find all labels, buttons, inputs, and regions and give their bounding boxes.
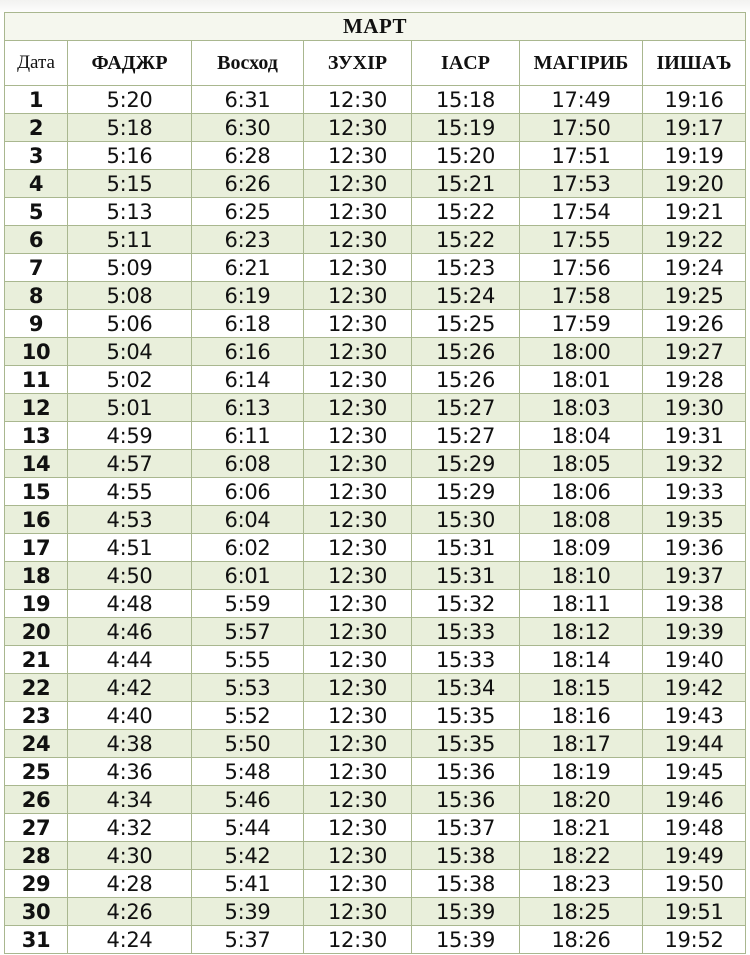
cell-fajr: 5:18 bbox=[68, 114, 192, 142]
cell-maghrib: 18:11 bbox=[520, 590, 643, 618]
cell-date: 13 bbox=[5, 422, 68, 450]
cell-asr: 15:35 bbox=[412, 702, 520, 730]
month-title: МАРТ bbox=[5, 13, 746, 41]
cell-maghrib: 17:49 bbox=[520, 86, 643, 114]
cell-isha: 19:45 bbox=[643, 758, 746, 786]
cell-fajr: 4:26 bbox=[68, 898, 192, 926]
column-header-isha: IИШАЪ bbox=[643, 41, 746, 86]
cell-isha: 19:24 bbox=[643, 254, 746, 282]
cell-dhuhr: 12:30 bbox=[304, 310, 412, 338]
cell-asr: 15:35 bbox=[412, 730, 520, 758]
cell-sunrise: 6:21 bbox=[192, 254, 304, 282]
cell-isha: 19:36 bbox=[643, 534, 746, 562]
cell-date: 31 bbox=[5, 926, 68, 954]
cell-maghrib: 18:25 bbox=[520, 898, 643, 926]
cell-date: 25 bbox=[5, 758, 68, 786]
table-row bbox=[5, 310, 746, 338]
cell-asr: 15:22 bbox=[412, 198, 520, 226]
cell-fajr: 4:38 bbox=[68, 730, 192, 758]
cell-fajr: 5:06 bbox=[68, 310, 192, 338]
cell-date: 26 bbox=[5, 786, 68, 814]
cell-sunrise: 6:23 bbox=[192, 226, 304, 254]
table-row bbox=[5, 450, 746, 478]
cell-fajr: 4:42 bbox=[68, 674, 192, 702]
cell-sunrise: 6:30 bbox=[192, 114, 304, 142]
cell-date: 7 bbox=[5, 254, 68, 282]
cell-dhuhr: 12:30 bbox=[304, 478, 412, 506]
table-row bbox=[5, 562, 746, 590]
prayer-times-table bbox=[4, 12, 746, 954]
cell-maghrib: 18:01 bbox=[520, 366, 643, 394]
cell-sunrise: 6:11 bbox=[192, 422, 304, 450]
cell-date: 18 bbox=[5, 562, 68, 590]
table-row bbox=[5, 674, 746, 702]
cell-asr: 15:27 bbox=[412, 394, 520, 422]
cell-fajr: 4:50 bbox=[68, 562, 192, 590]
cell-dhuhr: 12:30 bbox=[304, 506, 412, 534]
cell-dhuhr: 12:30 bbox=[304, 114, 412, 142]
cell-date: 6 bbox=[5, 226, 68, 254]
cell-maghrib: 17:58 bbox=[520, 282, 643, 310]
cell-dhuhr: 12:30 bbox=[304, 198, 412, 226]
cell-dhuhr: 12:30 bbox=[304, 338, 412, 366]
cell-isha: 19:46 bbox=[643, 786, 746, 814]
cell-maghrib: 18:12 bbox=[520, 618, 643, 646]
cell-dhuhr: 12:30 bbox=[304, 282, 412, 310]
cell-maghrib: 18:06 bbox=[520, 478, 643, 506]
cell-isha: 19:26 bbox=[643, 310, 746, 338]
column-header-sunrise: Восход bbox=[192, 41, 304, 86]
table-row bbox=[5, 142, 746, 170]
cell-sunrise: 6:01 bbox=[192, 562, 304, 590]
cell-fajr: 5:01 bbox=[68, 394, 192, 422]
cell-dhuhr: 12:30 bbox=[304, 842, 412, 870]
cell-maghrib: 18:19 bbox=[520, 758, 643, 786]
cell-fajr: 4:55 bbox=[68, 478, 192, 506]
cell-sunrise: 6:04 bbox=[192, 506, 304, 534]
cell-fajr: 5:11 bbox=[68, 226, 192, 254]
cell-isha: 19:52 bbox=[643, 926, 746, 954]
cell-dhuhr: 12:30 bbox=[304, 786, 412, 814]
cell-dhuhr: 12:30 bbox=[304, 646, 412, 674]
table-row bbox=[5, 730, 746, 758]
cell-fajr: 4:40 bbox=[68, 702, 192, 730]
table-row bbox=[5, 702, 746, 730]
cell-isha: 19:50 bbox=[643, 870, 746, 898]
column-header-dhuhr: ЗУХIР bbox=[304, 41, 412, 86]
cell-fajr: 4:30 bbox=[68, 842, 192, 870]
cell-maghrib: 17:56 bbox=[520, 254, 643, 282]
cell-date: 17 bbox=[5, 534, 68, 562]
cell-asr: 15:26 bbox=[412, 338, 520, 366]
column-header-row bbox=[5, 41, 746, 86]
table-row bbox=[5, 114, 746, 142]
cell-sunrise: 5:57 bbox=[192, 618, 304, 646]
cell-fajr: 4:57 bbox=[68, 450, 192, 478]
cell-sunrise: 5:50 bbox=[192, 730, 304, 758]
cell-asr: 15:29 bbox=[412, 450, 520, 478]
cell-asr: 15:32 bbox=[412, 590, 520, 618]
cell-dhuhr: 12:30 bbox=[304, 366, 412, 394]
cell-isha: 19:33 bbox=[643, 478, 746, 506]
cell-asr: 15:37 bbox=[412, 814, 520, 842]
column-header-asr: IACP bbox=[412, 41, 520, 86]
cell-asr: 15:19 bbox=[412, 114, 520, 142]
cell-dhuhr: 12:30 bbox=[304, 86, 412, 114]
cell-fajr: 5:02 bbox=[68, 366, 192, 394]
cell-fajr: 4:48 bbox=[68, 590, 192, 618]
cell-maghrib: 18:03 bbox=[520, 394, 643, 422]
cell-dhuhr: 12:30 bbox=[304, 730, 412, 758]
cell-maghrib: 18:09 bbox=[520, 534, 643, 562]
cell-isha: 19:48 bbox=[643, 814, 746, 842]
table-row bbox=[5, 814, 746, 842]
table-row bbox=[5, 618, 746, 646]
cell-asr: 15:34 bbox=[412, 674, 520, 702]
table-row bbox=[5, 226, 746, 254]
month-title-row bbox=[5, 13, 746, 41]
column-header-maghrib: МАГIРИБ bbox=[520, 41, 643, 86]
cell-date: 23 bbox=[5, 702, 68, 730]
cell-isha: 19:19 bbox=[643, 142, 746, 170]
cell-dhuhr: 12:30 bbox=[304, 870, 412, 898]
cell-maghrib: 18:04 bbox=[520, 422, 643, 450]
cell-maghrib: 17:51 bbox=[520, 142, 643, 170]
cell-maghrib: 17:59 bbox=[520, 310, 643, 338]
cell-sunrise: 6:06 bbox=[192, 478, 304, 506]
cell-dhuhr: 12:30 bbox=[304, 618, 412, 646]
table-row bbox=[5, 646, 746, 674]
cell-asr: 15:23 bbox=[412, 254, 520, 282]
cell-fajr: 5:08 bbox=[68, 282, 192, 310]
cell-date: 19 bbox=[5, 590, 68, 618]
cell-date: 10 bbox=[5, 338, 68, 366]
cell-sunrise: 6:31 bbox=[192, 86, 304, 114]
cell-maghrib: 18:22 bbox=[520, 842, 643, 870]
cell-asr: 15:27 bbox=[412, 422, 520, 450]
cell-sunrise: 5:42 bbox=[192, 842, 304, 870]
table-row bbox=[5, 394, 746, 422]
cell-fajr: 4:44 bbox=[68, 646, 192, 674]
cell-fajr: 5:15 bbox=[68, 170, 192, 198]
cell-asr: 15:22 bbox=[412, 226, 520, 254]
cell-fajr: 4:32 bbox=[68, 814, 192, 842]
table-row bbox=[5, 926, 746, 954]
cell-asr: 15:31 bbox=[412, 562, 520, 590]
cell-sunrise: 5:37 bbox=[192, 926, 304, 954]
cell-isha: 19:37 bbox=[643, 562, 746, 590]
cell-asr: 15:18 bbox=[412, 86, 520, 114]
cell-dhuhr: 12:30 bbox=[304, 814, 412, 842]
cell-isha: 19:38 bbox=[643, 590, 746, 618]
table-row bbox=[5, 422, 746, 450]
cell-sunrise: 6:28 bbox=[192, 142, 304, 170]
cell-isha: 19:17 bbox=[643, 114, 746, 142]
cell-date: 4 bbox=[5, 170, 68, 198]
table-row bbox=[5, 786, 746, 814]
cell-dhuhr: 12:30 bbox=[304, 142, 412, 170]
cell-maghrib: 17:50 bbox=[520, 114, 643, 142]
cell-asr: 15:39 bbox=[412, 926, 520, 954]
cell-sunrise: 5:39 bbox=[192, 898, 304, 926]
cell-asr: 15:39 bbox=[412, 898, 520, 926]
cell-isha: 19:21 bbox=[643, 198, 746, 226]
cell-maghrib: 17:53 bbox=[520, 170, 643, 198]
cell-date: 20 bbox=[5, 618, 68, 646]
cell-fajr: 5:04 bbox=[68, 338, 192, 366]
cell-dhuhr: 12:30 bbox=[304, 394, 412, 422]
cell-isha: 19:44 bbox=[643, 730, 746, 758]
cell-date: 9 bbox=[5, 310, 68, 338]
cell-maghrib: 18:00 bbox=[520, 338, 643, 366]
cell-fajr: 4:46 bbox=[68, 618, 192, 646]
cell-fajr: 4:34 bbox=[68, 786, 192, 814]
cell-date: 24 bbox=[5, 730, 68, 758]
cell-date: 30 bbox=[5, 898, 68, 926]
cell-isha: 19:27 bbox=[643, 338, 746, 366]
cell-isha: 19:39 bbox=[643, 618, 746, 646]
cell-fajr: 5:09 bbox=[68, 254, 192, 282]
cell-asr: 15:33 bbox=[412, 618, 520, 646]
cell-date: 27 bbox=[5, 814, 68, 842]
cell-date: 29 bbox=[5, 870, 68, 898]
cell-date: 3 bbox=[5, 142, 68, 170]
cell-asr: 15:20 bbox=[412, 142, 520, 170]
cell-fajr: 5:13 bbox=[68, 198, 192, 226]
cell-date: 22 bbox=[5, 674, 68, 702]
cell-dhuhr: 12:30 bbox=[304, 674, 412, 702]
cell-sunrise: 6:13 bbox=[192, 394, 304, 422]
cell-asr: 15:29 bbox=[412, 478, 520, 506]
cell-date: 12 bbox=[5, 394, 68, 422]
cell-asr: 15:21 bbox=[412, 170, 520, 198]
cell-dhuhr: 12:30 bbox=[304, 758, 412, 786]
cell-maghrib: 18:05 bbox=[520, 450, 643, 478]
cell-isha: 19:40 bbox=[643, 646, 746, 674]
cell-maghrib: 17:55 bbox=[520, 226, 643, 254]
cell-maghrib: 18:17 bbox=[520, 730, 643, 758]
cell-asr: 15:36 bbox=[412, 758, 520, 786]
cell-date: 14 bbox=[5, 450, 68, 478]
cell-asr: 15:26 bbox=[412, 366, 520, 394]
cell-date: 2 bbox=[5, 114, 68, 142]
cell-isha: 19:28 bbox=[643, 366, 746, 394]
cell-dhuhr: 12:30 bbox=[304, 254, 412, 282]
cell-dhuhr: 12:30 bbox=[304, 898, 412, 926]
cell-sunrise: 5:59 bbox=[192, 590, 304, 618]
cell-isha: 19:43 bbox=[643, 702, 746, 730]
table-row bbox=[5, 478, 746, 506]
cell-dhuhr: 12:30 bbox=[304, 590, 412, 618]
cell-fajr: 4:51 bbox=[68, 534, 192, 562]
cell-isha: 19:20 bbox=[643, 170, 746, 198]
cell-dhuhr: 12:30 bbox=[304, 702, 412, 730]
cell-asr: 15:36 bbox=[412, 786, 520, 814]
cell-maghrib: 18:14 bbox=[520, 646, 643, 674]
cell-dhuhr: 12:30 bbox=[304, 926, 412, 954]
cell-sunrise: 6:16 bbox=[192, 338, 304, 366]
cell-fajr: 4:59 bbox=[68, 422, 192, 450]
cell-isha: 19:49 bbox=[643, 842, 746, 870]
cell-date: 11 bbox=[5, 366, 68, 394]
cell-asr: 15:30 bbox=[412, 506, 520, 534]
cell-maghrib: 18:08 bbox=[520, 506, 643, 534]
table-row bbox=[5, 254, 746, 282]
table-row bbox=[5, 590, 746, 618]
cell-isha: 19:25 bbox=[643, 282, 746, 310]
cell-dhuhr: 12:30 bbox=[304, 450, 412, 478]
cell-sunrise: 6:26 bbox=[192, 170, 304, 198]
table-row bbox=[5, 282, 746, 310]
cell-date: 5 bbox=[5, 198, 68, 226]
cell-sunrise: 5:46 bbox=[192, 786, 304, 814]
table-row bbox=[5, 898, 746, 926]
cell-sunrise: 5:52 bbox=[192, 702, 304, 730]
cell-dhuhr: 12:30 bbox=[304, 226, 412, 254]
cell-sunrise: 6:25 bbox=[192, 198, 304, 226]
table-body bbox=[5, 86, 746, 954]
cell-sunrise: 6:14 bbox=[192, 366, 304, 394]
table-row bbox=[5, 534, 746, 562]
table-row bbox=[5, 870, 746, 898]
cell-fajr: 5:20 bbox=[68, 86, 192, 114]
cell-maghrib: 18:26 bbox=[520, 926, 643, 954]
cell-date: 16 bbox=[5, 506, 68, 534]
cell-isha: 19:30 bbox=[643, 394, 746, 422]
cell-isha: 19:22 bbox=[643, 226, 746, 254]
cell-maghrib: 18:16 bbox=[520, 702, 643, 730]
cell-isha: 19:51 bbox=[643, 898, 746, 926]
cell-asr: 15:33 bbox=[412, 646, 520, 674]
cell-sunrise: 5:48 bbox=[192, 758, 304, 786]
cell-asr: 15:31 bbox=[412, 534, 520, 562]
table-row bbox=[5, 758, 746, 786]
table-row bbox=[5, 842, 746, 870]
cell-fajr: 4:36 bbox=[68, 758, 192, 786]
cell-fajr: 4:24 bbox=[68, 926, 192, 954]
cell-sunrise: 6:08 bbox=[192, 450, 304, 478]
cell-fajr: 4:53 bbox=[68, 506, 192, 534]
cell-maghrib: 18:23 bbox=[520, 870, 643, 898]
cell-isha: 19:32 bbox=[643, 450, 746, 478]
cell-asr: 15:25 bbox=[412, 310, 520, 338]
cell-isha: 19:42 bbox=[643, 674, 746, 702]
table-row bbox=[5, 506, 746, 534]
cell-fajr: 4:28 bbox=[68, 870, 192, 898]
cell-maghrib: 17:54 bbox=[520, 198, 643, 226]
table-row bbox=[5, 366, 746, 394]
cell-sunrise: 6:18 bbox=[192, 310, 304, 338]
cell-sunrise: 5:41 bbox=[192, 870, 304, 898]
cell-isha: 19:16 bbox=[643, 86, 746, 114]
cell-date: 21 bbox=[5, 646, 68, 674]
cell-date: 8 bbox=[5, 282, 68, 310]
cell-sunrise: 5:53 bbox=[192, 674, 304, 702]
cell-fajr: 5:16 bbox=[68, 142, 192, 170]
cell-date: 28 bbox=[5, 842, 68, 870]
column-header-fajr: ФАДЖР bbox=[68, 41, 192, 86]
cell-asr: 15:38 bbox=[412, 870, 520, 898]
cell-isha: 19:31 bbox=[643, 422, 746, 450]
table-row bbox=[5, 170, 746, 198]
table-row bbox=[5, 86, 746, 114]
cell-sunrise: 6:19 bbox=[192, 282, 304, 310]
cell-asr: 15:38 bbox=[412, 842, 520, 870]
table-row bbox=[5, 338, 746, 366]
cell-dhuhr: 12:30 bbox=[304, 562, 412, 590]
cell-sunrise: 6:02 bbox=[192, 534, 304, 562]
cell-maghrib: 18:20 bbox=[520, 786, 643, 814]
cell-maghrib: 18:10 bbox=[520, 562, 643, 590]
column-header-date: Дата bbox=[5, 41, 68, 86]
cell-date: 1 bbox=[5, 86, 68, 114]
cell-dhuhr: 12:30 bbox=[304, 534, 412, 562]
cell-sunrise: 5:44 bbox=[192, 814, 304, 842]
cell-isha: 19:35 bbox=[643, 506, 746, 534]
cell-dhuhr: 12:30 bbox=[304, 422, 412, 450]
cell-asr: 15:24 bbox=[412, 282, 520, 310]
table-row bbox=[5, 198, 746, 226]
cell-dhuhr: 12:30 bbox=[304, 170, 412, 198]
cell-date: 15 bbox=[5, 478, 68, 506]
cell-maghrib: 18:21 bbox=[520, 814, 643, 842]
cell-sunrise: 5:55 bbox=[192, 646, 304, 674]
cell-maghrib: 18:15 bbox=[520, 674, 643, 702]
